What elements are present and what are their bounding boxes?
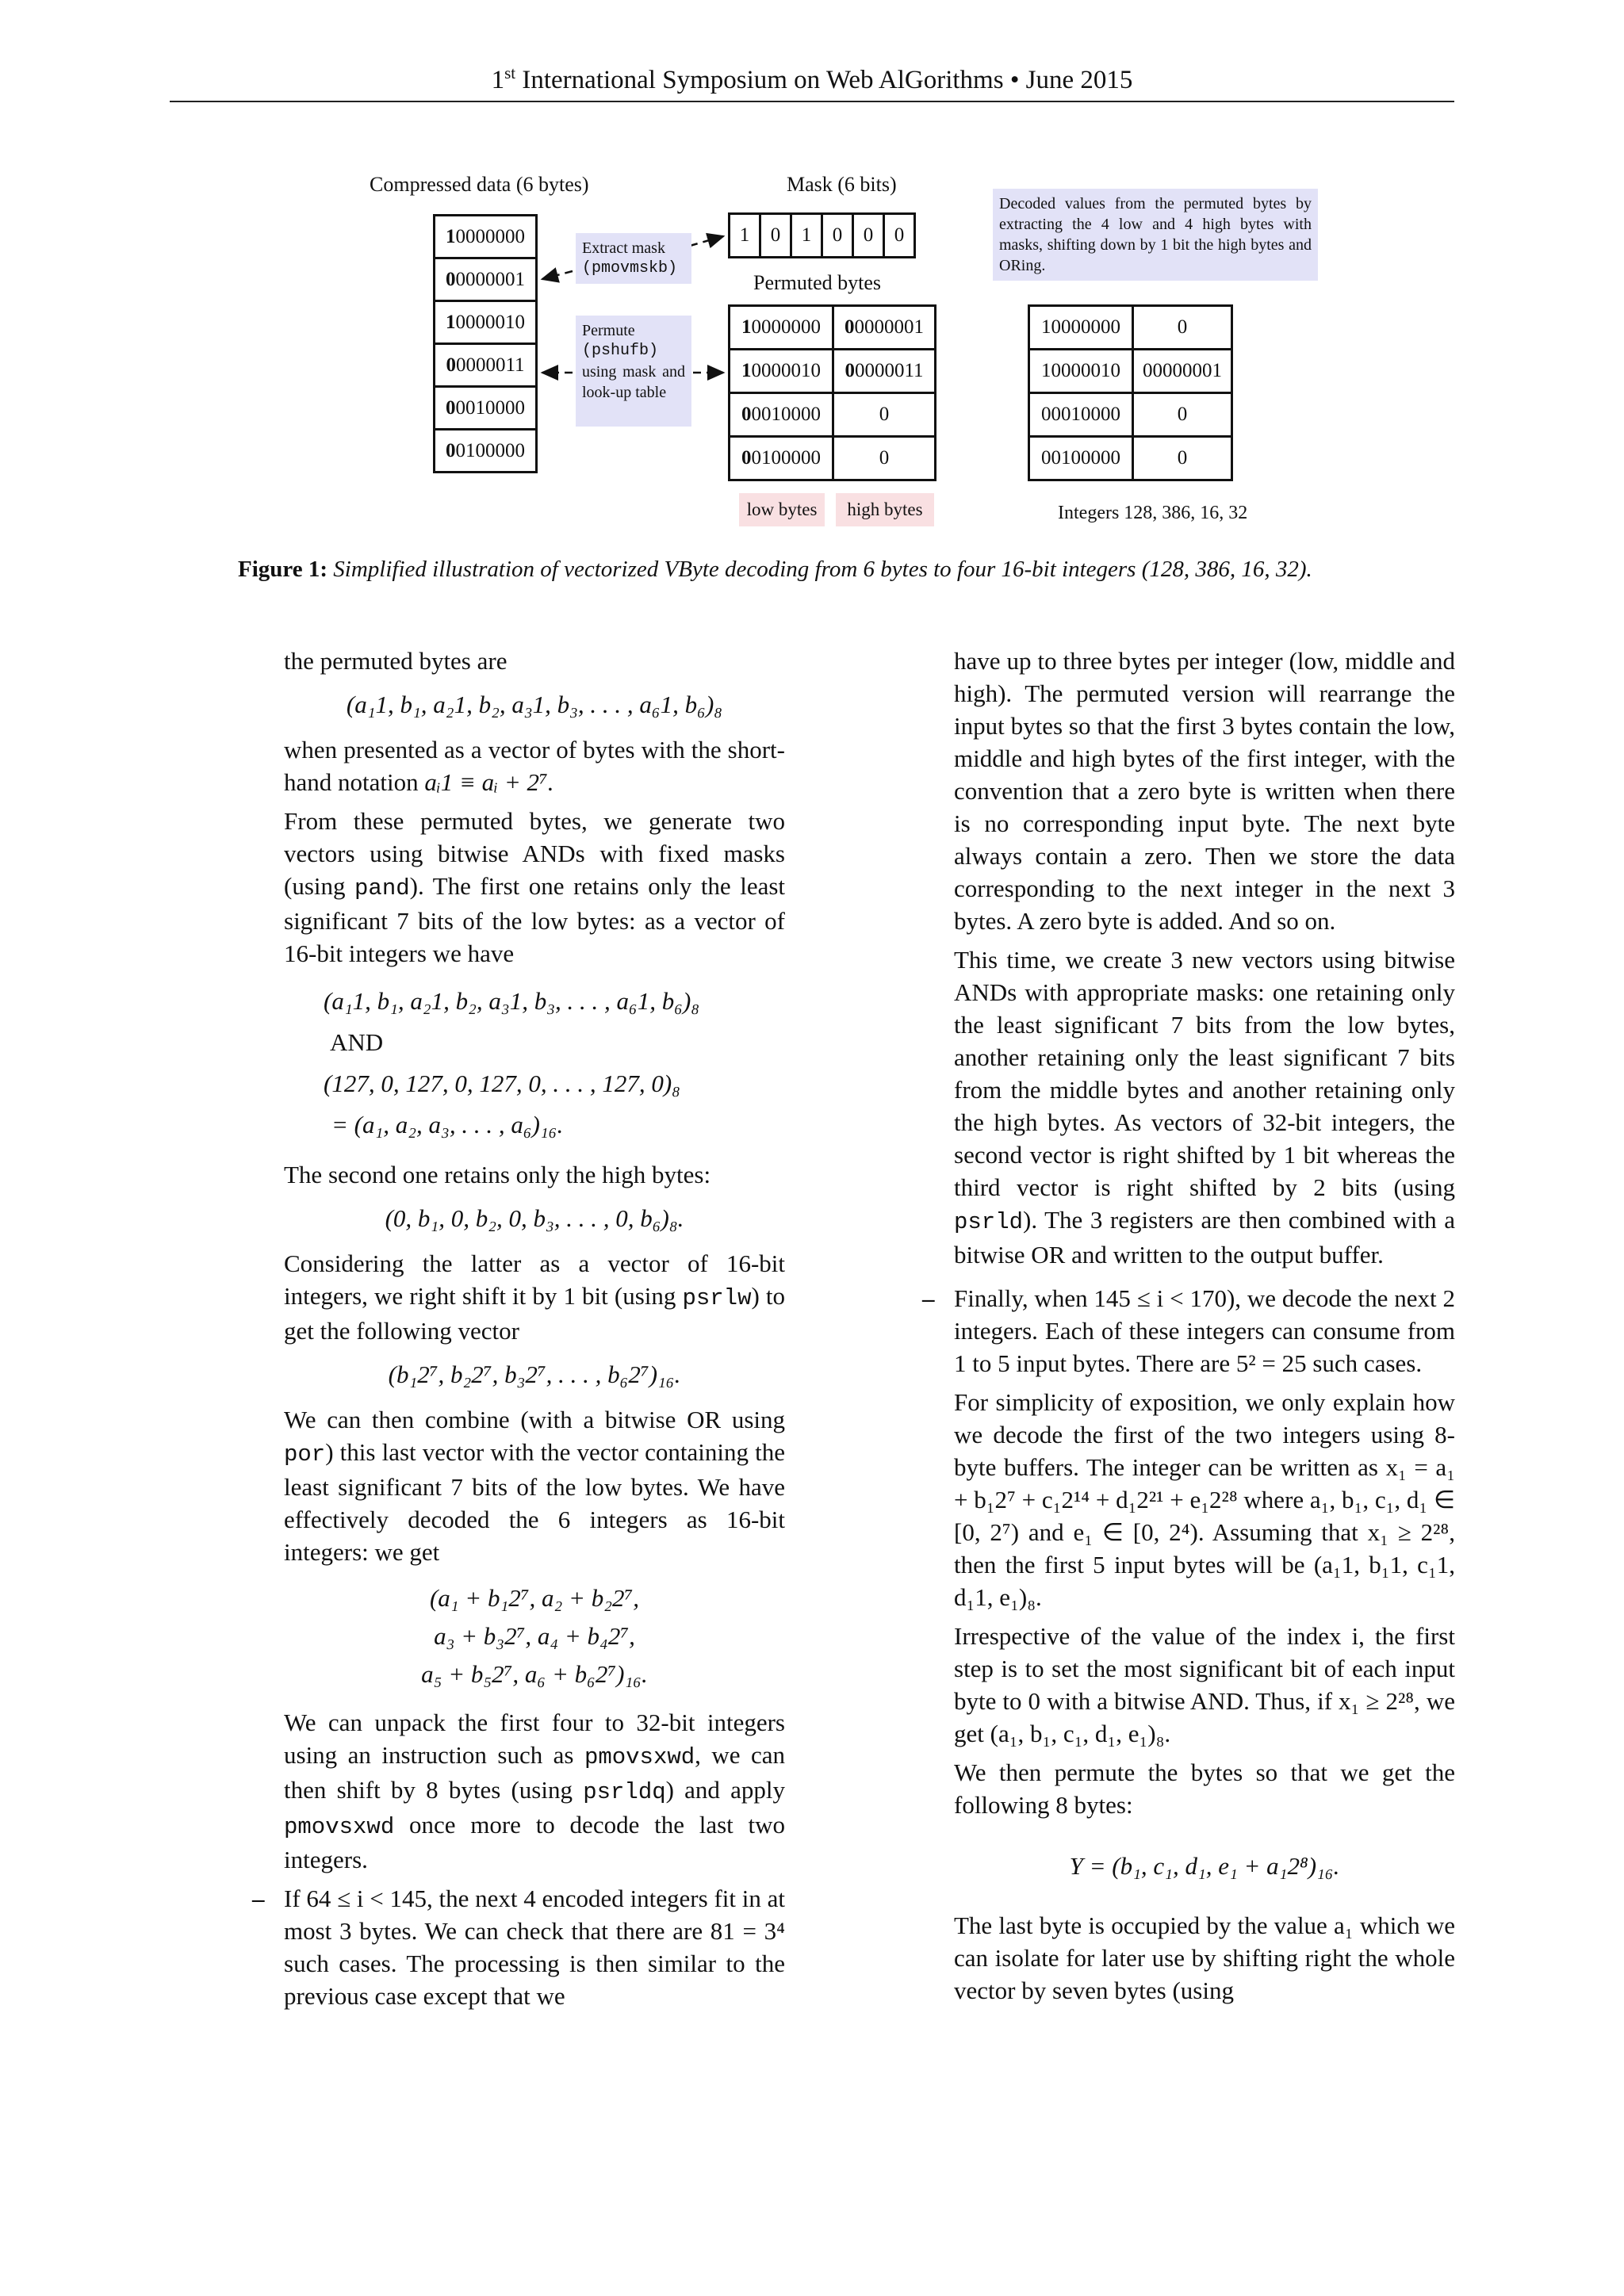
compressed-bytes [433, 214, 538, 473]
header-ordinal: 1 [491, 66, 505, 94]
compressed-byte: 0 0100000 [433, 428, 538, 473]
left-column [284, 645, 785, 2019]
caption-text: Simplified illustration of vectorized VByte decoding from 6 bytes to four 16-bit integers (128, 386, 16, 32). [333, 557, 1312, 582]
mask-bit: 0 [883, 212, 916, 258]
decoded-row [1028, 392, 1233, 438]
equation: (0, b₁, 0, b₂, 0, b₃, . . . , 0, b₆)₈. [385, 1204, 684, 1232]
paragraph: The last byte is occupied by the value a₁ which we can isolate for later use by shifting right the whole vector by seven bytes (using [954, 1911, 1455, 2004]
mask-bit: 0 [852, 212, 885, 258]
paragraph: when presented as a vector of bytes with the short-hand notation aᵢ1 ≡ aᵢ + 2⁷. [284, 736, 785, 796]
decoded-values-note: Decoded values from the permuted bytes by extracting the 4 low and 4 high bytes with masks, shifting down by 1 bit the high bytes and ORing. [993, 189, 1318, 281]
mask-bit: 0 [821, 212, 854, 258]
mask-bit: 1 [728, 212, 761, 258]
decoded-low: 10000000 [1028, 304, 1134, 350]
permuted-low: 0 0010000 [728, 392, 834, 438]
header-ordinal-suffix: st [504, 63, 516, 82]
permuted-bytes-label: Permuted bytes [753, 271, 882, 294]
low-bytes-tag: low bytes [739, 493, 825, 526]
permuted-row [728, 435, 936, 481]
list-item: – If 64 ≤ i < 145, the next 4 encoded integers fit in at most 3 bytes. We can check that there are 81 = 3⁴ such cases. The processing is then similar to the previous case except that we [284, 1882, 785, 2012]
decoded-high: 0 [1132, 392, 1233, 438]
decoded-high: 0 [1132, 304, 1233, 350]
paragraph: We can unpack the first four to 32-bit integers using an instruction such as pmovsxwd, we can then shift by 8 bytes (using psrldq) and apply pmovsxwd once more to decode the last two integers. [284, 1709, 786, 1873]
integers-label: Integers 128, 386, 16, 32 [1058, 503, 1248, 523]
paragraph: For simplicity of exposition, we only explain how we decode the first of the two integers using 8-byte buffers. The integer can be written as x₁ = a₁ + b₁2⁷ + c₁2¹⁴ + d₁2²¹ + e₁2²⁸ where a₁, b₁, c₁, d₁ ∈ [0, 2⁷) and e₁ ∈ [0, 2⁴). Assuming that x₁ ≥ 2²⁸, then the first 5 input bytes will be (a₁1, b₁1, c₁1, d₁1, e₁)₈. [954, 1388, 1455, 1611]
permuted-low: 0 0100000 [728, 435, 834, 481]
figure-1 [0, 0, 1624, 603]
permuted-high: 0 [832, 435, 936, 481]
list-item: – Finally, when 145 ≤ i < 170), we decode the next 2 integers. Each of these integers can consume from 1 to 5 input bytes. There are 5² = 25 such cases. [954, 1282, 1455, 1380]
mask-label: Mask (6 bits) [787, 173, 897, 196]
decoded-high: 0 [1132, 435, 1233, 481]
decoded-row [1028, 348, 1233, 394]
paragraph: Irrespective of the value of the index i, the first step is to set the most significant bit of each input byte to 0 with a bitwise AND. Thus, if x₁ ≥ 2²⁸, we get (a₁, b₁, c₁, d₁, e₁)₈. [954, 1622, 1455, 1747]
equation-block: (a₁1, b₁, a₂1, b₂, a₃1, b₃, . . . , a₆1, b₆)₈ AND (127, 0, 127, 0, 127, 0, . . . , 127, 0)₈ = (a₁, a₂, a₃, . . . , a₆)₁₆. [324, 987, 700, 1138]
header-title: International Symposium on Web AlGorithms • June 2015 [522, 66, 1133, 94]
paragraph: We then permute the bytes so that we get the following 8 bytes: [954, 1758, 1455, 1819]
permuted-high: 0 0000001 [832, 304, 936, 350]
high-bytes-tag: high bytes [836, 493, 934, 526]
mask-bit: 0 [759, 212, 792, 258]
arrow-extract-to-data [542, 271, 573, 279]
decoded-low: 00010000 [1028, 392, 1134, 438]
caption-label: Figure 1: [238, 557, 328, 582]
right-column [954, 645, 1455, 2013]
equation: (b₁2⁷, b₂2⁷, b₃2⁷, . . . , b₆2⁷)₁₆. [388, 1360, 681, 1388]
permuted-high: 0 0000011 [832, 348, 936, 394]
extract-mask-note: Extract mask (pmovmskb) [576, 233, 691, 284]
arrow-extract-to-mask [690, 236, 723, 246]
compressed-data-label: Compressed data (6 bytes) [370, 173, 589, 196]
permuted-low: 1 0000010 [728, 348, 834, 394]
paragraph: the permuted bytes are [284, 647, 508, 675]
paragraph: We can then combine (with a bitwise OR using por) this last vector with the vector containing the least significant 7 bits of the low bytes. We have effectively decoded the 6 integers as 16-bit integers: we get [284, 1406, 785, 1566]
compressed-byte: 0 0010000 [433, 385, 538, 430]
decoded-row [1028, 435, 1233, 481]
permuted-row [728, 392, 936, 438]
equation: (a₁1, b₁, a₂1, b₂, a₃1, b₃, . . . , a₆1, b₆)₈ [346, 691, 723, 718]
paragraph: From these permuted bytes, we generate two vectors using bitwise ANDs with fixed masks (using pand). The first one retains only the least significant 7 bits of the low bytes: as a vector of 16-bit integers we have [284, 807, 786, 967]
permute-note: Permute (pshufb) using mask and look-up table [576, 316, 691, 427]
decoded-low: 00100000 [1028, 435, 1134, 481]
compressed-byte: 0 0000011 [433, 342, 538, 388]
paragraph: have up to three bytes per integer (low, middle and high). The permuted version will rearrange the input bytes so that the first 3 bytes contain the low, middle and high bytes of the first integer, with the convention that a zero byte is written when there is no corresponding input byte. The next byte always contain a zero. Then we store the data corresponding to the next integer in the next 3 bytes. A zero byte is added. And so on. [954, 647, 1455, 935]
equation-block: (a₁ + b₁2⁷, a₂ + b₂2⁷, a₃ + b₃2⁷, a₄ + b₄2⁷, a₅ + b₅2⁷, a₆ + b₆2⁷)₁₆. [421, 1584, 648, 1688]
compressed-byte: 1 0000010 [433, 300, 538, 345]
permuted-row [728, 304, 936, 350]
compressed-byte: 0 0000001 [433, 257, 538, 302]
decoded-row [1028, 304, 1233, 350]
decoded-high: 00000001 [1132, 348, 1233, 394]
paragraph: Considering the latter as a vector of 16-bit integers, we right shift it by 1 bit (using psrlw) to get the following vector [284, 1249, 786, 1345]
equation: Y = (b₁, c₁, d₁, e₁ + a₁2⁸)₁₆. [1069, 1852, 1340, 1880]
decoded-low: 10000010 [1028, 348, 1134, 394]
permuted-row [728, 348, 936, 394]
figure-caption [238, 557, 1396, 583]
paragraph: The second one retains only the high bytes: [284, 1161, 711, 1188]
permuted-bytes-table [728, 304, 936, 481]
permuted-low: 1 0000000 [728, 304, 834, 350]
permuted-high: 0 [832, 392, 936, 438]
mask-bit: 1 [790, 212, 823, 258]
compressed-byte: 1 0000000 [433, 214, 538, 259]
mask-bits [728, 212, 916, 258]
decoded-table [1028, 304, 1233, 481]
paragraph: This time, we create 3 new vectors using bitwise ANDs with appropriate masks: one retaining only the least significant 7 bits from the low bytes, another retaining only the least significant 7 bits from the middle bytes and another retaining only the high bytes. As vectors of 32-bit integers, the second vector is right shifted by 1 bit whereas the third vector is right shifted by 2 bits (using psrld). The 3 registers are then combined with a bitwise OR and written to the output buffer. [954, 946, 1455, 1269]
